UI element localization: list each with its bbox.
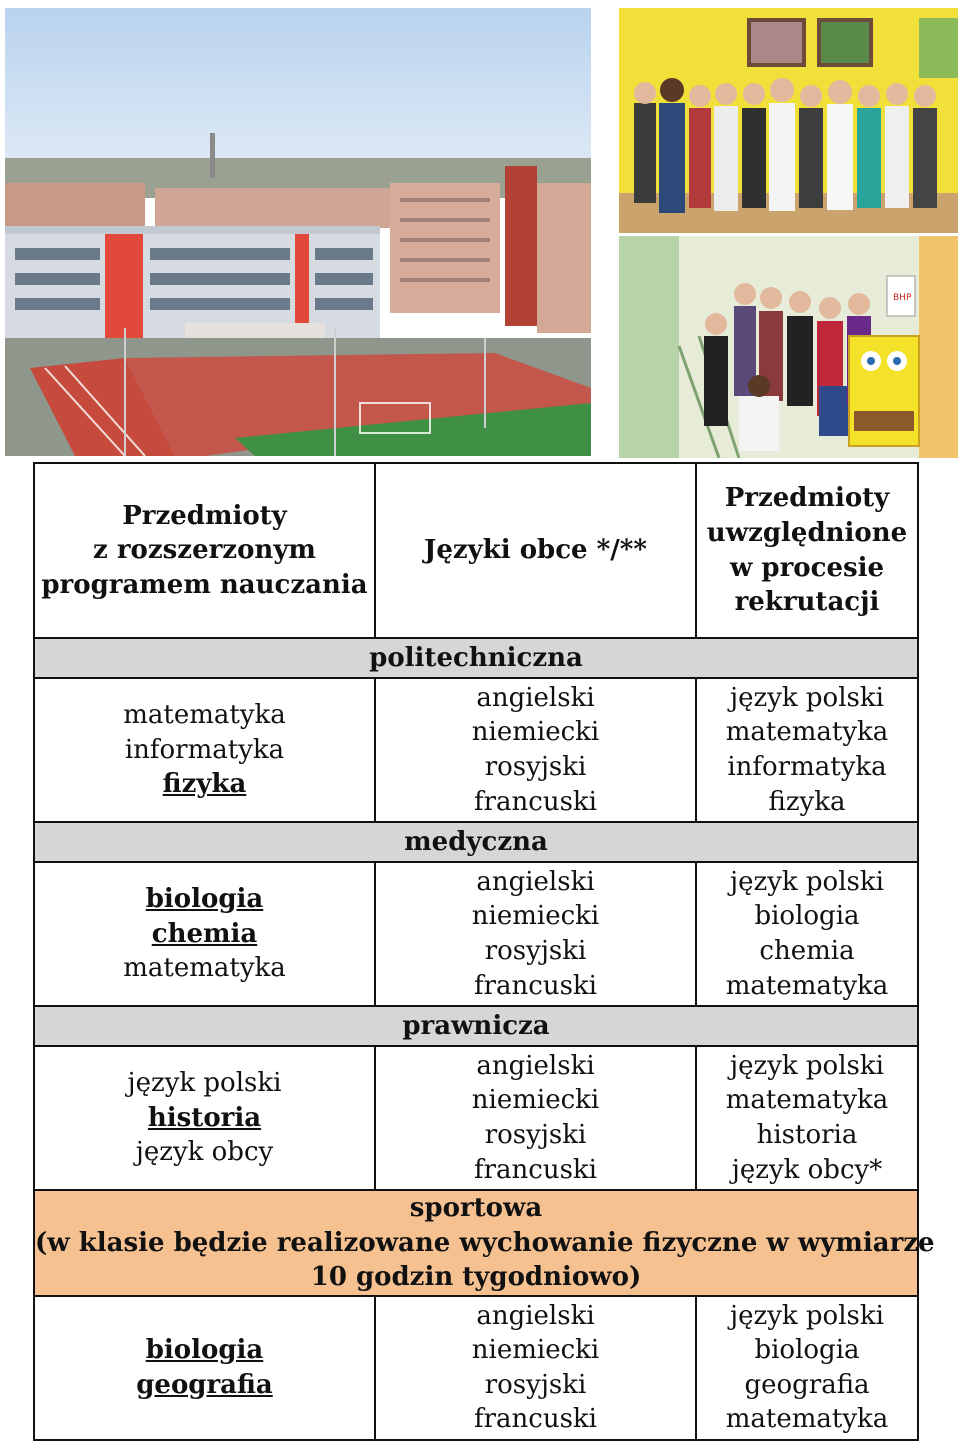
languages-cell	[375, 1046, 696, 1190]
table-row	[34, 678, 918, 822]
language: niemiecki	[471, 901, 600, 932]
subject: język obcy	[135, 1137, 274, 1168]
subject-emphasized	[35, 767, 374, 802]
emphasized-subject-text: historia	[147, 1102, 262, 1133]
subject-emphasized	[35, 882, 374, 917]
subject: język polski	[127, 1068, 282, 1099]
table-row	[34, 862, 918, 1006]
table-row	[34, 1046, 918, 1190]
recruitment-cell	[696, 1046, 918, 1190]
recruitment-subject: język polski	[730, 1050, 884, 1081]
school-building-photo	[5, 8, 591, 456]
recruitment-subject: historia	[756, 1120, 858, 1150]
header-text: w procesie	[729, 552, 885, 583]
header-text: uwzględnione	[706, 517, 908, 548]
header-text: z rozszerzonym	[93, 535, 316, 566]
table-row	[34, 1296, 918, 1440]
bhp-sign-text: BHP	[893, 293, 912, 303]
subject: matematyka	[123, 700, 286, 731]
subject: matematyka	[123, 953, 286, 984]
header-text: Przedmioty	[122, 500, 287, 531]
subject-emphasized	[35, 917, 374, 952]
language: francuski	[473, 786, 598, 817]
language: francuski	[473, 970, 598, 1001]
recruitment-subject: język obcy*	[731, 1154, 883, 1185]
language: francuski	[473, 1404, 598, 1435]
header-recruitment-subjects	[696, 463, 918, 638]
emphasized-subject-text: chemia	[151, 918, 258, 949]
profile-row-sportowa	[34, 1190, 918, 1296]
recruitment-cell	[696, 678, 918, 822]
recruitment-cell	[696, 1296, 918, 1440]
emphasized-subject-text: biologia	[145, 1335, 264, 1366]
profile-row-medyczna	[34, 822, 918, 862]
students-costumes-photo-2	[619, 236, 958, 458]
language: angielski	[476, 866, 595, 897]
recruitment-subject: matematyka	[725, 1085, 889, 1116]
language: rosyjski	[484, 752, 587, 782]
subject-emphasized	[35, 1333, 374, 1368]
header-text: Przedmioty	[724, 483, 890, 514]
recruitment-subject: matematyka	[725, 970, 889, 1001]
recruitment-subject: matematyka	[725, 717, 889, 748]
language: francuski	[473, 1154, 598, 1185]
language: angielski	[476, 1050, 595, 1081]
table-header-row	[34, 463, 918, 638]
header-text: rekrutacji	[734, 587, 880, 618]
extended-subjects-cell	[34, 1046, 375, 1190]
languages-cell	[375, 862, 696, 1006]
language: angielski	[476, 682, 595, 713]
profile-note: (w klasie będzie realizowane wychowanie fizyczne w wymiarze	[35, 1227, 935, 1258]
recruitment-subject: biologia	[754, 901, 860, 932]
extended-subjects-cell	[34, 1296, 375, 1440]
emphasized-subject-text: biologia	[145, 884, 264, 915]
language: angielski	[476, 1300, 595, 1331]
language: niemiecki	[471, 717, 600, 748]
languages-cell	[375, 678, 696, 822]
profile-row-prawnicza	[34, 1006, 918, 1046]
subject-emphasized	[35, 1368, 374, 1403]
profile-name: medyczna	[404, 826, 548, 857]
profile-name: politechniczna	[369, 642, 583, 673]
recruitment-subject: informatyka	[727, 752, 887, 782]
recruitment-cell	[696, 862, 918, 1006]
curriculum-table	[33, 462, 935, 1441]
extended-subjects-cell	[34, 862, 375, 1006]
recruitment-subject: geografia	[744, 1369, 870, 1400]
header-extended-subjects	[34, 463, 375, 638]
recruitment-subject: biologia	[754, 1335, 860, 1366]
language: niemiecki	[471, 1085, 600, 1116]
recruitment-subject: fizyka	[768, 786, 846, 817]
students-costumes-photo-1	[619, 8, 958, 233]
emphasized-subject-text: geografia	[136, 1369, 273, 1400]
header-foreign-languages	[375, 463, 696, 638]
recruitment-subject: język polski	[730, 866, 884, 897]
recruitment-subject: język polski	[730, 1300, 884, 1331]
emphasized-subject-text: fizyka	[162, 769, 247, 800]
header-text: programem nauczania	[41, 569, 368, 600]
recruitment-subject: chemia	[759, 936, 855, 966]
languages-cell	[375, 1296, 696, 1440]
recruitment-subject: język polski	[730, 682, 884, 713]
recruitment-subject: matematyka	[725, 1404, 889, 1435]
language: rosyjski	[484, 936, 587, 966]
profile-name: prawnicza	[402, 1010, 550, 1041]
profile-note: 10 godzin tygodniowo)	[310, 1262, 642, 1293]
subject-emphasized	[35, 1101, 374, 1136]
language: niemiecki	[471, 1335, 600, 1366]
profile-row-politechniczna	[34, 638, 918, 678]
subject: informatyka	[124, 734, 285, 765]
header-text: Języki obce */**	[424, 535, 647, 566]
language: rosyjski	[484, 1120, 587, 1150]
extended-subjects-cell	[34, 678, 375, 822]
language: rosyjski	[484, 1369, 587, 1400]
profile-name: sportowa	[409, 1193, 543, 1223]
